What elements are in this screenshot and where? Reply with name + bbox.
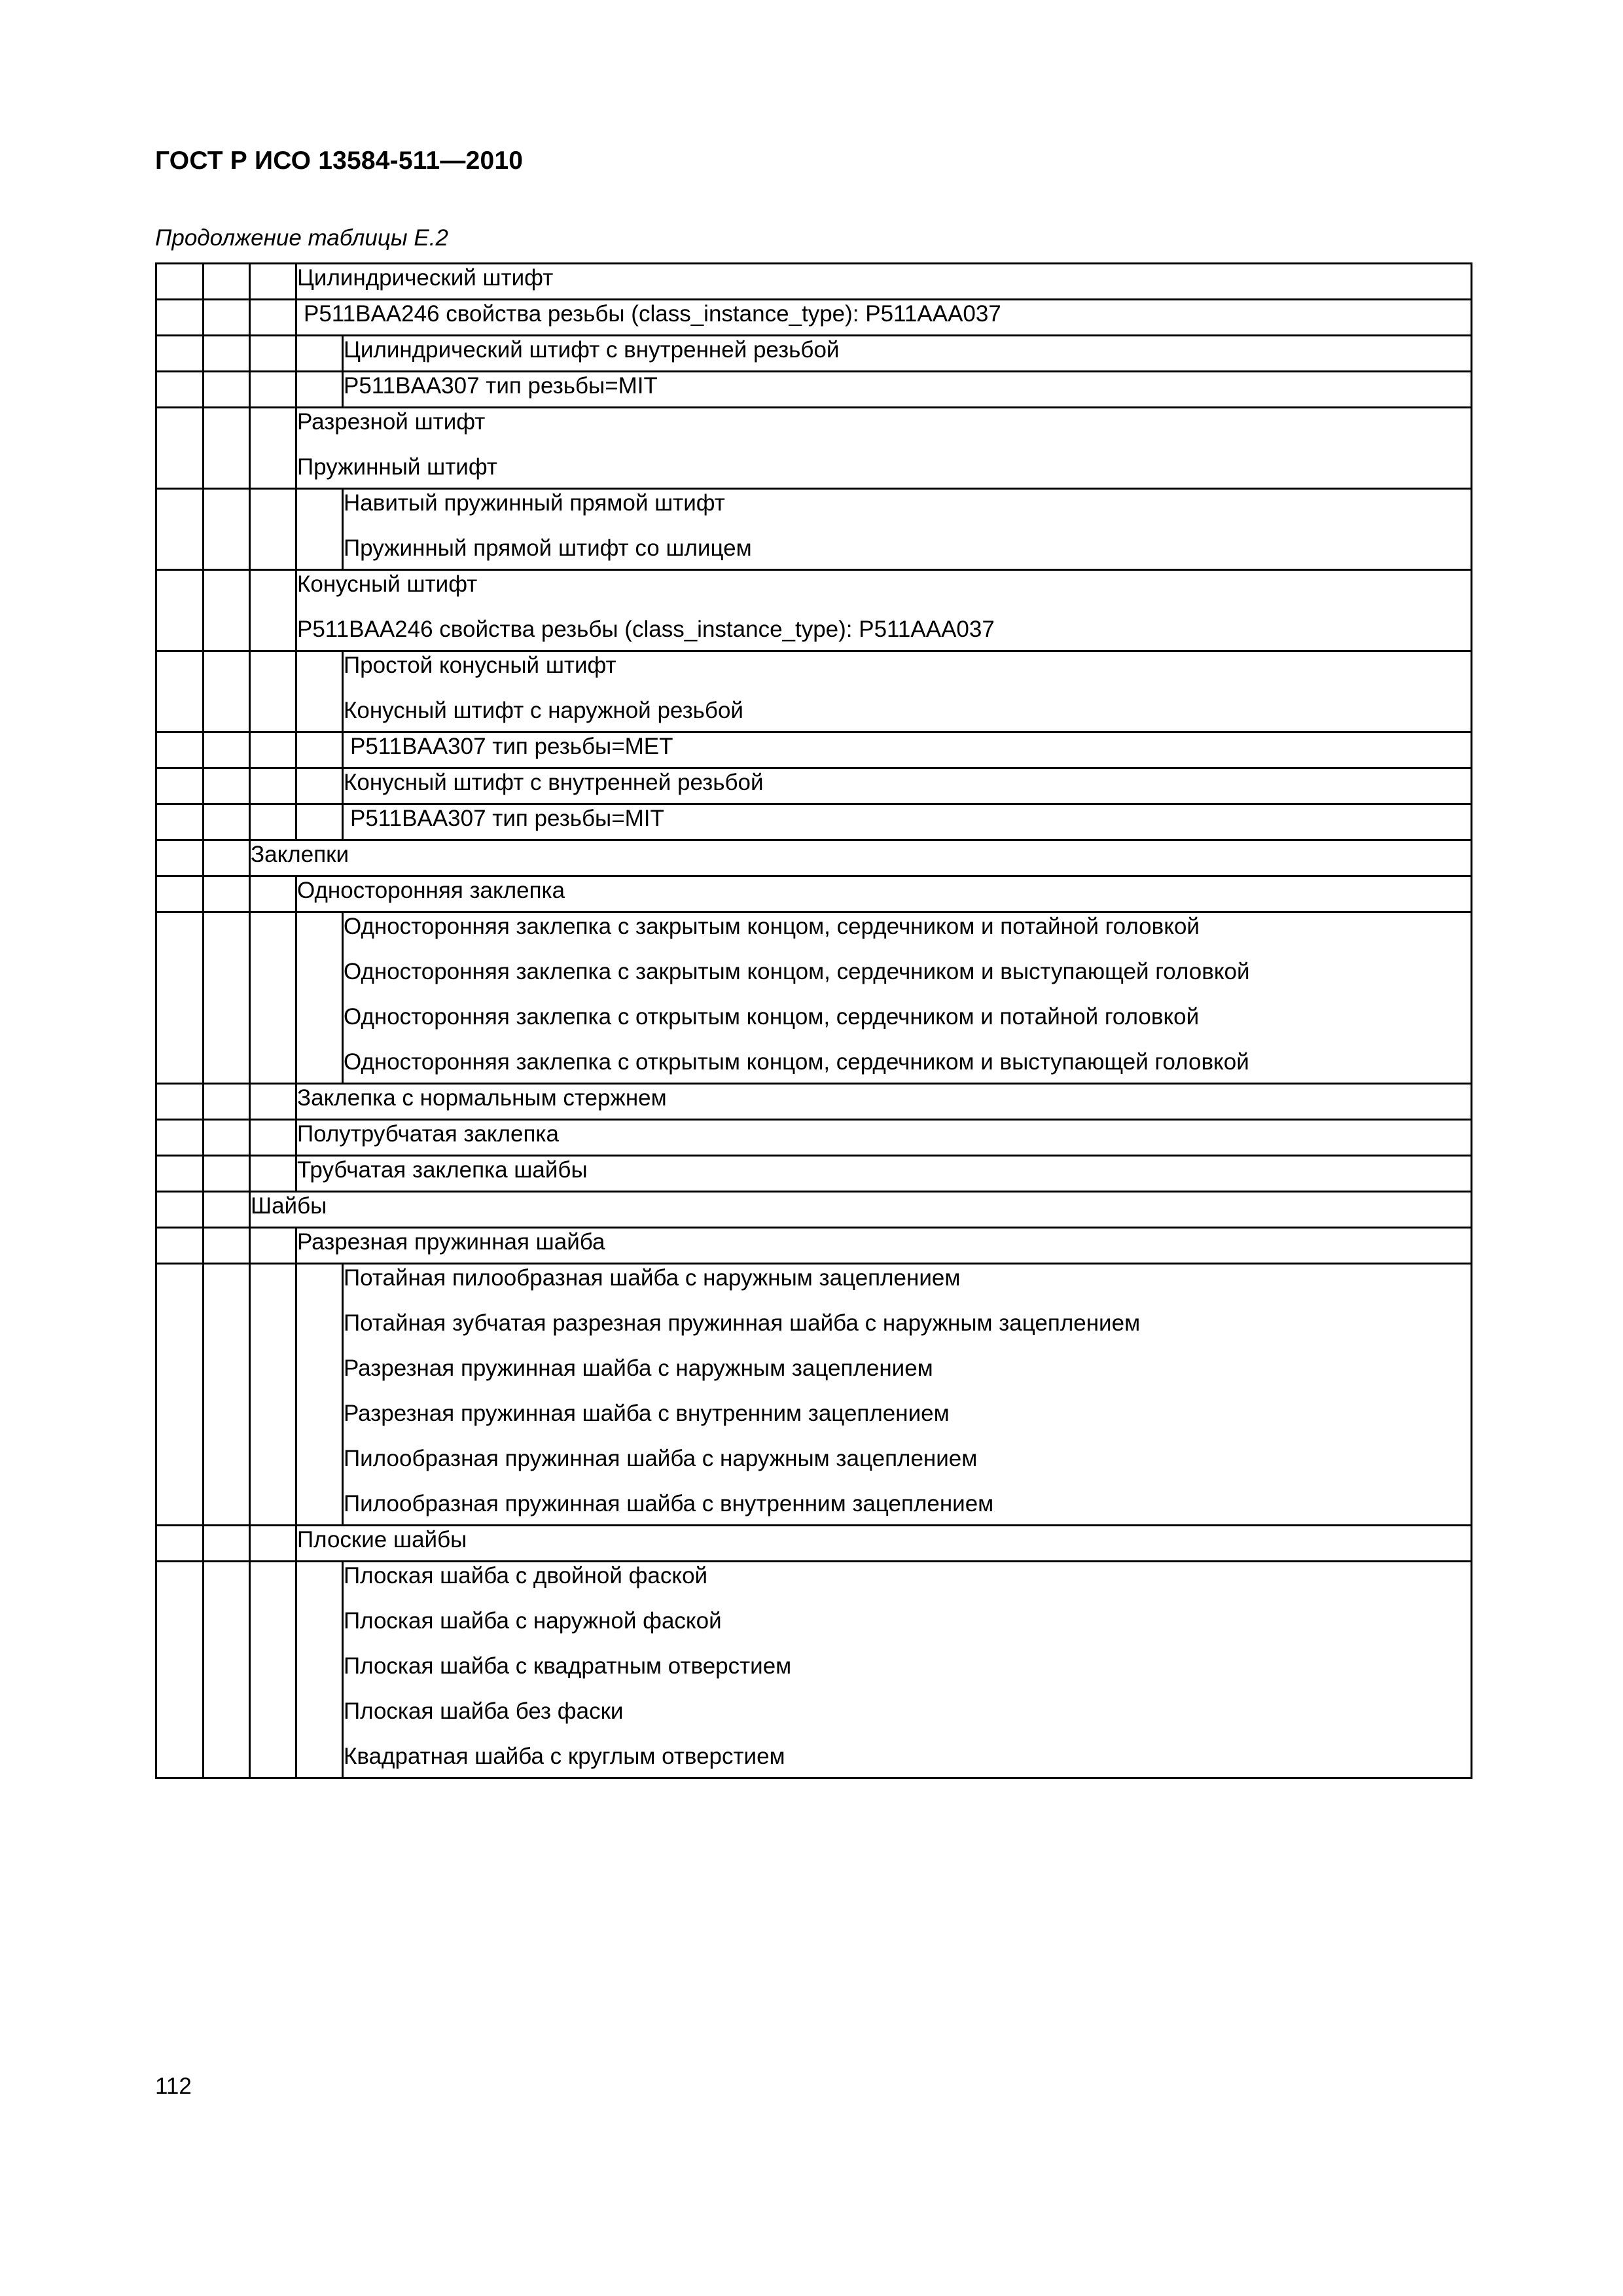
hierarchy-indent-cell <box>156 1562 204 1778</box>
table-cell-text <box>343 489 1472 570</box>
hierarchy-indent-cell <box>204 840 250 876</box>
table-cell-text <box>296 1156 1472 1192</box>
table-row <box>156 768 1472 804</box>
hierarchy-indent-cell <box>296 372 343 408</box>
hierarchy-indent-cell <box>156 732 204 768</box>
hierarchy-indent-cell <box>250 570 296 651</box>
hierarchy-indent-cell <box>204 372 250 408</box>
cell-line: Односторонняя заклепка с открытым концом, сердечником и выступающей головкой <box>344 1049 1249 1075</box>
cell-line: Пружинный прямой штифт со шлицем <box>344 535 752 561</box>
hierarchy-indent-cell <box>250 1526 296 1562</box>
table-cell-text <box>296 876 1472 912</box>
cell-line: Односторонняя заклепка с закрытым концом, сердечником и потайной головкой <box>344 914 1200 939</box>
cell-line: Пилообразная пружинная шайба с наружным зацеплением <box>344 1446 978 1471</box>
cell-line: Квадратная шайба с круглым отверстием <box>344 1744 785 1769</box>
table-cell-text <box>296 408 1472 489</box>
cell-line: Простой конусный штифт <box>344 653 616 678</box>
hierarchy-indent-cell <box>296 732 343 768</box>
table-row <box>156 1526 1472 1562</box>
table-row <box>156 1192 1472 1228</box>
cell-line: Цилиндрический штифт <box>297 265 554 291</box>
cell-line: P511BAA246 свойства резьбы (class_instance_type): P511AAA037 <box>304 301 1001 327</box>
hierarchy-indent-cell <box>204 1562 250 1778</box>
cell-line: P511BAA307 тип резьбы=MIT <box>344 373 658 399</box>
table-row <box>156 1084 1472 1120</box>
hierarchy-indent-cell <box>250 408 296 489</box>
hierarchy-indent-cell <box>250 1264 296 1526</box>
hierarchy-indent-cell <box>250 489 296 570</box>
table-cell-text <box>250 840 1472 876</box>
cell-line: Заклепки <box>251 842 349 867</box>
table-cell-text <box>343 1264 1472 1526</box>
hierarchy-indent-cell <box>156 768 204 804</box>
table-cell-text <box>343 372 1472 408</box>
table-caption: Продолжение таблицы Е.2 <box>155 225 448 251</box>
cell-line: Шайбы <box>251 1193 327 1219</box>
hierarchy-indent-cell <box>156 1228 204 1264</box>
table-cell-text <box>343 336 1472 372</box>
table-cell-text <box>250 1192 1472 1228</box>
table-cell-text <box>296 1084 1472 1120</box>
table-cell-text <box>296 300 1472 336</box>
hierarchy-indent-cell <box>250 300 296 336</box>
table-row <box>156 804 1472 840</box>
hierarchy-indent-cell <box>204 1264 250 1526</box>
hierarchy-indent-cell <box>296 1264 343 1526</box>
cell-line: Разрезной штифт <box>297 409 486 435</box>
hierarchy-indent-cell <box>204 768 250 804</box>
table-cell-text <box>343 912 1472 1084</box>
hierarchy-indent-cell <box>156 1156 204 1192</box>
cell-line: Полутрубчатая заклепка <box>297 1121 559 1147</box>
hierarchy-indent-cell <box>250 912 296 1084</box>
hierarchy-indent-cell <box>204 804 250 840</box>
table-row <box>156 732 1472 768</box>
table-row <box>156 840 1472 876</box>
hierarchy-indent-cell <box>250 804 296 840</box>
hierarchy-indent-cell <box>296 1562 343 1778</box>
cell-line: Трубчатая заклепка шайбы <box>297 1157 588 1183</box>
hierarchy-indent-cell <box>296 768 343 804</box>
cell-line: Потайная зубчатая разрезная пружинная шайба с наружным зацеплением <box>344 1310 1141 1336</box>
cell-line: Разрезная пружинная шайба с внутренним зацеплением <box>344 1401 950 1426</box>
cell-line: Односторонняя заклепка <box>297 878 565 903</box>
table-row <box>156 1264 1472 1526</box>
cell-line: Конусный штифт с наружной резьбой <box>344 698 743 723</box>
hierarchy-indent-cell <box>296 804 343 840</box>
table-cell-text <box>343 768 1472 804</box>
table-row <box>156 912 1472 1084</box>
cell-line: Конусный штифт с внутренней резьбой <box>344 770 764 795</box>
cell-line: Односторонняя заклепка с открытым концом, сердечником и потайной головкой <box>344 1004 1200 1030</box>
cell-line: Заклепка с нормальным стержнем <box>297 1085 667 1111</box>
table-row <box>156 1228 1472 1264</box>
table-cell-text <box>343 651 1472 732</box>
hierarchy-indent-cell <box>250 1120 296 1156</box>
hierarchy-indent-cell <box>156 570 204 651</box>
hierarchy-indent-cell <box>156 300 204 336</box>
hierarchy-indent-cell <box>204 300 250 336</box>
hierarchy-indent-cell <box>204 912 250 1084</box>
hierarchy-indent-cell <box>156 1120 204 1156</box>
hierarchy-indent-cell <box>250 372 296 408</box>
hierarchy-indent-cell <box>296 651 343 732</box>
table-row <box>156 300 1472 336</box>
hierarchy-indent-cell <box>250 1228 296 1264</box>
hierarchy-indent-cell <box>204 1228 250 1264</box>
table-cell-text <box>296 1526 1472 1562</box>
hierarchy-indent-cell <box>156 912 204 1084</box>
hierarchy-indent-cell <box>204 570 250 651</box>
cell-line: Плоская шайба с квадратным отверстием <box>344 1653 792 1679</box>
hierarchy-indent-cell <box>156 1084 204 1120</box>
hierarchy-indent-cell <box>296 336 343 372</box>
page-number: 112 <box>155 2073 192 2099</box>
table-row <box>156 408 1472 489</box>
hierarchy-indent-cell <box>204 264 250 300</box>
hierarchy-indent-cell <box>250 876 296 912</box>
table-cell-text <box>296 1228 1472 1264</box>
hierarchy-indent-cell <box>204 1526 250 1562</box>
cell-line: Плоская шайба с наружной фаской <box>344 1608 722 1634</box>
hierarchy-indent-cell <box>156 1526 204 1562</box>
table-row <box>156 1156 1472 1192</box>
table-cell-text <box>296 1120 1472 1156</box>
cell-line: Цилиндрический штифт с внутренней резьбой <box>344 337 840 363</box>
hierarchy-indent-cell <box>250 1156 296 1192</box>
table-row <box>156 1562 1472 1778</box>
cell-line: Разрезная пружинная шайба с наружным зацеплением <box>344 1355 933 1381</box>
hierarchy-indent-cell <box>204 1084 250 1120</box>
hierarchy-indent-cell <box>250 1084 296 1120</box>
hierarchy-indent-cell <box>156 372 204 408</box>
hierarchy-indent-cell <box>250 651 296 732</box>
table-body <box>156 264 1472 1778</box>
table-row <box>156 489 1472 570</box>
cell-line: Плоские шайбы <box>297 1527 467 1552</box>
hierarchy-indent-cell <box>250 264 296 300</box>
hierarchy-indent-cell <box>156 1264 204 1526</box>
cell-line: Плоская шайба с двойной фаской <box>344 1563 708 1588</box>
table-row <box>156 336 1472 372</box>
cell-line: P511BAA307 тип резьбы=MET <box>350 734 673 759</box>
hierarchy-indent-cell <box>250 732 296 768</box>
hierarchy-indent-cell <box>204 732 250 768</box>
cell-line: Конусный штифт <box>297 571 478 597</box>
table-row <box>156 651 1472 732</box>
hierarchy-indent-cell <box>296 912 343 1084</box>
hierarchy-indent-cell <box>156 336 204 372</box>
table-row <box>156 264 1472 300</box>
table-cell-text <box>343 1562 1472 1778</box>
hierarchy-indent-cell <box>156 840 204 876</box>
cell-line: Односторонняя заклепка с закрытым концом, сердечником и выступающей головкой <box>344 959 1250 984</box>
hierarchy-indent-cell <box>156 651 204 732</box>
table-cell-text <box>296 570 1472 651</box>
table-row <box>156 570 1472 651</box>
cell-line: Пилообразная пружинная шайба с внутренним зацеплением <box>344 1491 994 1516</box>
hierarchy-indent-cell <box>156 1192 204 1228</box>
hierarchy-indent-cell <box>204 1120 250 1156</box>
hierarchy-indent-cell <box>156 876 204 912</box>
cell-line: P511BAA307 тип резьбы=MIT <box>350 806 664 831</box>
hierarchy-indent-cell <box>250 336 296 372</box>
cell-line: Плоская шайба без фаски <box>344 1698 624 1724</box>
table-row <box>156 372 1472 408</box>
table-cell-text <box>343 732 1472 768</box>
table-row <box>156 876 1472 912</box>
table-cell-text <box>296 264 1472 300</box>
hierarchy-indent-cell <box>204 876 250 912</box>
hierarchy-indent-cell <box>204 489 250 570</box>
hierarchy-indent-cell <box>156 264 204 300</box>
cell-line: Разрезная пружинная шайба <box>297 1229 605 1255</box>
table-row <box>156 1120 1472 1156</box>
hierarchy-indent-cell <box>250 768 296 804</box>
hierarchy-indent-cell <box>204 408 250 489</box>
hierarchy-indent-cell <box>204 336 250 372</box>
cell-line: P511BAA246 свойства резьбы (class_instance_type): P511AAA037 <box>297 617 995 642</box>
table-cell-text <box>343 804 1472 840</box>
hierarchy-indent-cell <box>156 804 204 840</box>
cell-line: Потайная пилообразная шайба с наружным зацеплением <box>344 1265 961 1291</box>
cell-line: Навитый пружинный прямой штифт <box>344 490 725 516</box>
hierarchy-indent-cell <box>204 651 250 732</box>
hierarchy-indent-cell <box>204 1192 250 1228</box>
hierarchy-indent-cell <box>156 408 204 489</box>
document-header: ГОСТ Р ИСО 13584-511—2010 <box>155 147 524 175</box>
hierarchy-indent-cell <box>156 489 204 570</box>
hierarchy-indent-cell <box>296 489 343 570</box>
cell-line: Пружинный штифт <box>297 454 497 480</box>
hierarchy-indent-cell <box>204 1156 250 1192</box>
classification-table <box>155 262 1472 1779</box>
hierarchy-indent-cell <box>250 1562 296 1778</box>
